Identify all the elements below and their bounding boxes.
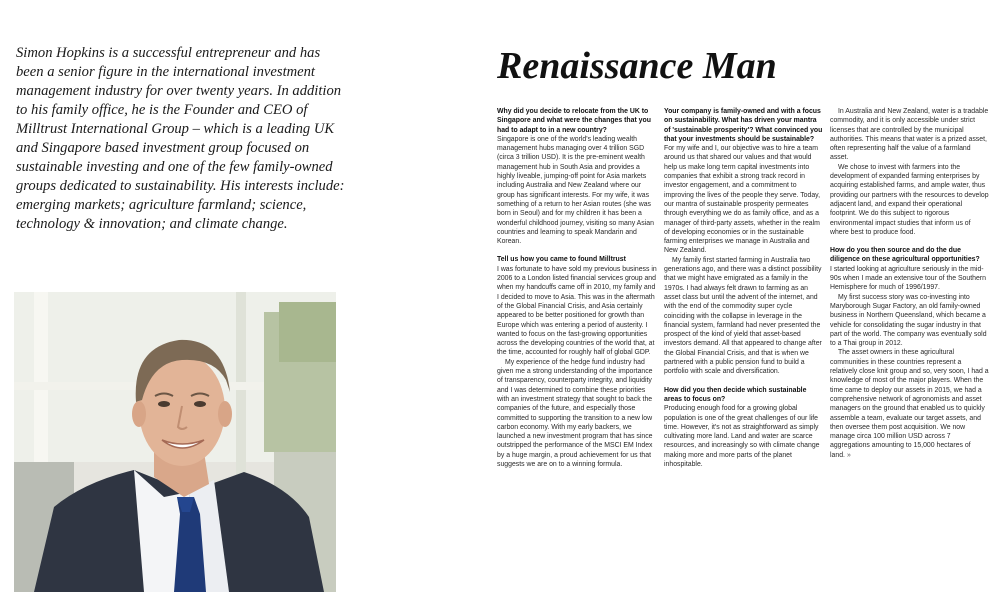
- answer-paragraph: My family first started farming in Australia two generations ago, and there was a distinct possibility that we might have emigrated as a family in the 1970s. I had always felt drawn to farming as an asset class but until the advent of the internet, and with the end of the commodity super cycle coinciding with the collapse in leverage in the financial system, farmland had never presented the prospect of the kind of yield that asset-based investors demand. All that appeared to change after the Global Financial Crisis, and that is when we partnered with a public pension fund to build a portfolio with scale and diversification.: [664, 256, 822, 376]
- answer-paragraph: We chose to invest with farmers into the development of expanded farming enterprises by acquiring established farms, and ample water, thus providing our partners with the resources to develop adjacent land, and expand their operational footprint. We do this subject to rigorous environmental impact studies that inform us of where best to produce food.: [830, 163, 989, 236]
- question-focus-areas: How did you then decide which sustainable areas to focus on?: [664, 386, 807, 403]
- question-due-diligence: How do you then source and do the due diligence on these agricultural opportunities?: [830, 247, 980, 264]
- answer-paragraph: My experience of the hedge fund industry had given me a strong understanding of the importance of transparency, counterparty integrity, and liquidity and I was determined to combine these priorities with an investment strategy that sought to back the companies of the future, and especially those committed to supporting the transition to a new low carbon economy. With my early backers, we launched a new investment program that has since outstripped the performance of the MSCI EM Index by a huge margin, a proud achievement for us that suggests we are on to a winning formula.: [497, 358, 653, 468]
- intro-paragraph: Simon Hopkins is a successful entrepreneur and has been a senior figure in the international investment management industry for over twenty years. In addition to his family office, he is the Founder and CEO of Milltrust International Group – which is a leading UK and Singapore based investment group focused on sustainable investing and one of the few family-owned groups dedicated to sustainability. His interests include: emerging markets; agriculture farmland; science, technology & innovation; and climate change.: [16, 45, 345, 232]
- question-sustainability: Your company is family-owned and with a focus on sustainability. What has driven your mantra of 'sustainable prosperity'? What convinced you that your investments should be sustainable?: [664, 108, 823, 143]
- portrait-photo: [14, 292, 336, 592]
- article-column-1: [497, 107, 657, 469]
- answer-paragraph: I was fortunate to have sold my previous business in 2006 to a London listed financial services group and when my handcuffs came off in 2010, my family and I decided to move to Asia. This was in the aftermath of the Global Financial Crisis, and Asia certainly appeared to be better positioned for growth than Europe which was entering a period of austerity. I wanted to focus on the fast-growing opportunities across the developing countries of the world that, at the time, accounted for roughly half of global GDP.: [497, 265, 657, 357]
- article-column-2: [664, 107, 824, 469]
- article-column-3: [830, 107, 990, 460]
- question-relocation: Why did you decide to relocate from the UK to Singapore and what were the changes that you had to adapt to in a new country?: [497, 108, 651, 134]
- answer-paragraph: [830, 348, 990, 460]
- answer-paragraph: Producing enough food for a growing global population is one of the great challenges of our life time. However, it's not as straightforward as simply cultivating more land. Land and water are scarce resources, and increasingly so with climate change making more and more parts of the planet inhospitable.: [664, 405, 820, 468]
- question-founding: Tell us how you came to found Milltrust: [497, 256, 626, 264]
- article-title: Renaissance Man: [497, 45, 777, 87]
- answer-paragraph: For my wife and I, our objective was to hire a team around us that shared our values and that would help us make long term capital investments into companies that exhibit a strong track record in investor engagement, and a commitment to improving the lives of the people they serve. Today, our mantra of sustainable prosperity permeates through everything we do as family office, and as a manager of third-party assets, whether in the realm of developing economies or in the sustainable farming enterprises we manage in Australia and New Zealand.: [664, 145, 821, 255]
- answer-paragraph: My first success story was co-investing into Maryborough Sugar Factory, an old family-owned business in Northern Queensland, which became a vehicle for consolidating the sugar industry in that part of the world. The company was eventually sold to a Thai group in 2012.: [830, 293, 987, 348]
- answer-paragraph: In Australia and New Zealand, water is a tradable commodity, and it is only accessible under strict licenses that are controlled by the municipal authorities. This means that water is a prized asset, often representing half the value of a farmland asset.: [830, 108, 989, 162]
- continue-arrow-icon: »: [846, 451, 851, 459]
- answer-paragraph: Singapore is one of the world's leading wealth management hubs managing over 4 trillion SGD (circa 3 trillion USD). It is the pre-eminent wealth management hub in South Asia and provides a highly liveable, jumping-off point for Asia markets including Australia and New Zealand where our group has significant interests. For my wife, it was something of a return to her Asian routes (she was born in Seoul) and for my children it has been a wonderful childhood journey, visiting so many Asian countries and learning to speak Mandarin and Korean.: [497, 135, 654, 246]
- answer-text: The asset owners in these agricultural communities in these countries represent a relatively close knit group and so, very soon, I had a knowledge of most of the major players. When the time came to deploy our assets in 2015, we had a comprehensive network of agronomists and asset managers on the ground that enabled us to quickly assemble a team, evaluate our target assets, and then oversee them post acquisition. We now manage circa 100 million USD across 7 aggregations amounting to 15,000 hectares of land.: [830, 349, 989, 459]
- answer-paragraph: I started looking at agriculture seriously in the mid-90s when I made an extensive tour of the Southern Hemisphere for much of 1996/1997.: [830, 265, 986, 292]
